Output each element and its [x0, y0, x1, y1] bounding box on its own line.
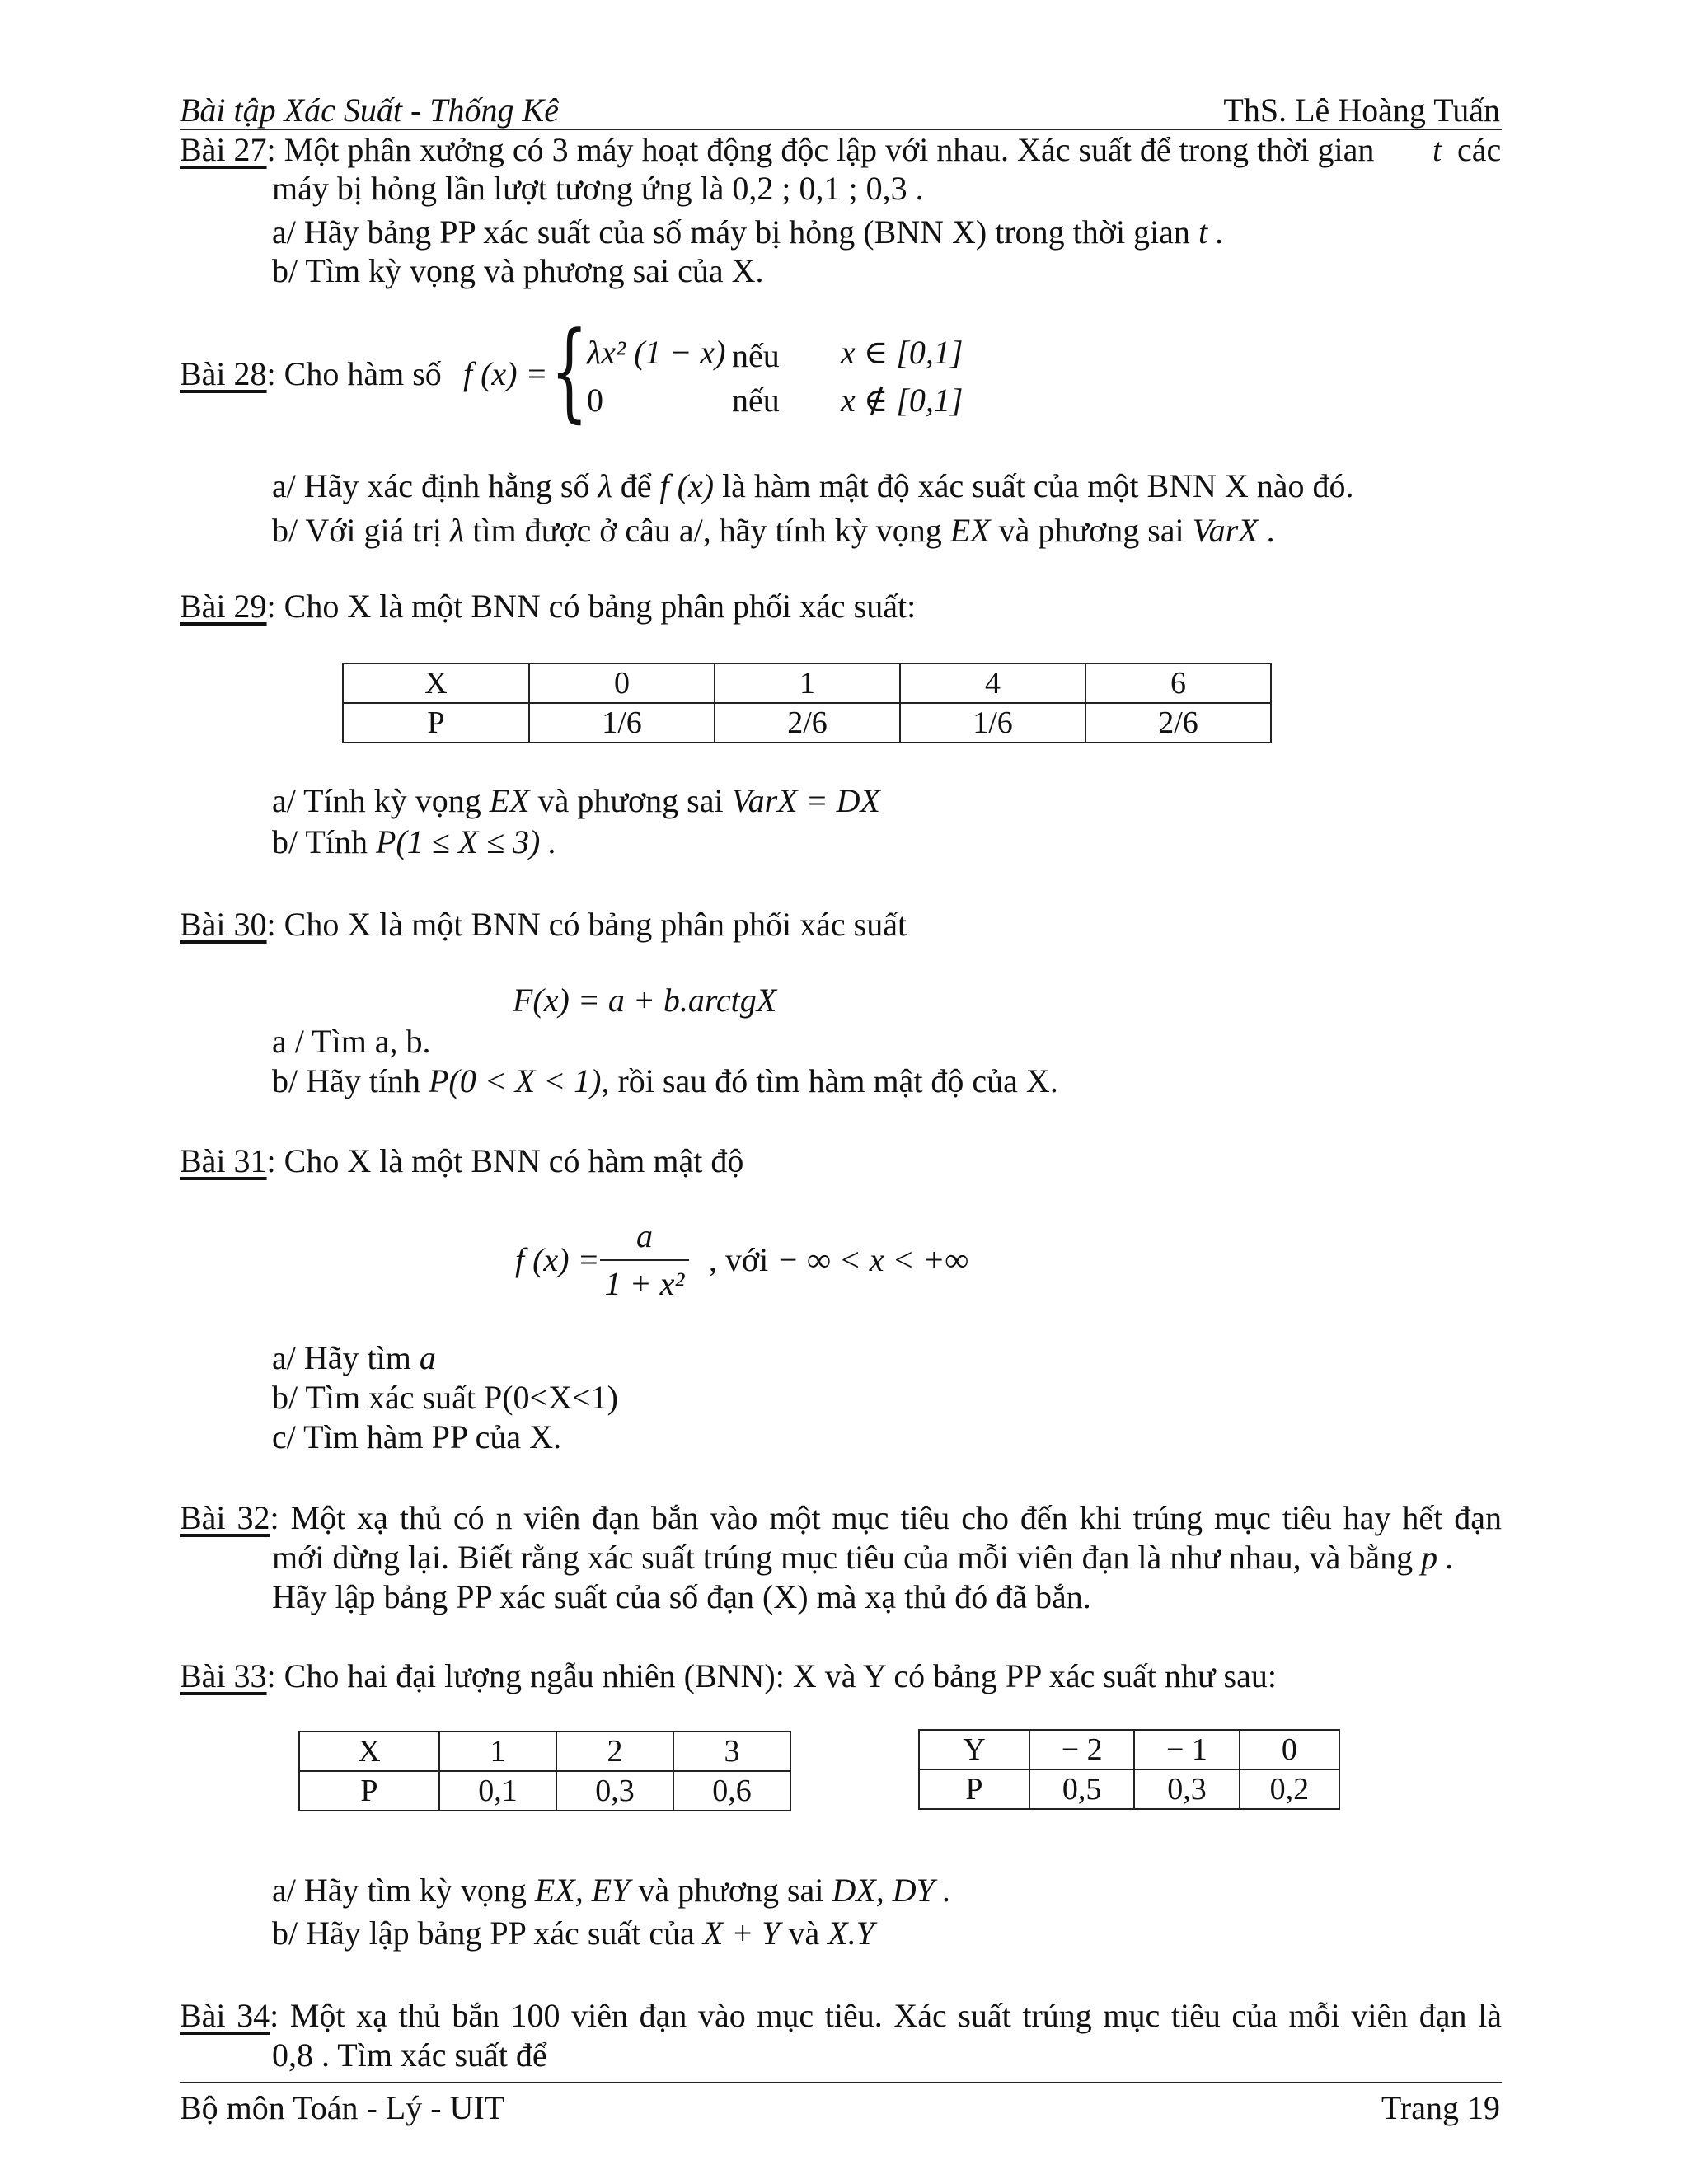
table-cell: 2/6	[715, 703, 900, 743]
table-cell: 0	[1240, 1730, 1339, 1769]
footer-department: Bộ môn Toán - Lý - UIT	[180, 2089, 505, 2126]
fraction-bar	[600, 1259, 689, 1261]
header-course-title: Bài tập Xác Suất - Thống Kê	[180, 91, 559, 129]
table-cell: 0,6	[673, 1771, 790, 1811]
case-2-condition: nếu	[732, 382, 780, 419]
exercise-28-label: Bài 28	[180, 355, 267, 392]
exercise-31-condition: , với − ∞ < x < +∞	[709, 1241, 969, 1278]
footer-page-number: Trang 19	[1381, 2089, 1500, 2126]
exercise-29-intro: Bài 29: Cho X là một BNN có bảng phân phối xác suất:	[180, 588, 917, 625]
exercise-34-label: Bài 34	[180, 1997, 270, 2034]
case-2-expression: 0	[587, 382, 603, 419]
case-1-expression: λx² (1 − x)	[587, 334, 726, 371]
exercise-27-part-b: b/ Tìm kỳ vọng và phương sai của X.	[272, 252, 764, 289]
exercise-32-line-3: Hãy lập bảng PP xác suất của số đạn (X) mà xạ thủ đó đã bắn.	[272, 1578, 1091, 1615]
exercise-28-intro: Bài 28: Cho hàm số	[180, 355, 442, 392]
table-y-header: Y	[919, 1730, 1029, 1769]
exercise-31-part-b: b/ Tìm xác suất P(0<X<1)	[272, 1379, 618, 1416]
exercise-34-line-2: 0,8 . Tìm xác suất để	[272, 2036, 547, 2074]
exercise-32-label: Bài 32	[180, 1499, 270, 1536]
exercise-27-label: Bài 27	[180, 131, 267, 168]
table-cell: 0,1	[439, 1771, 556, 1811]
exercise-33-part-b: b/ Hãy lập bảng PP xác suất của X + Y và X.Y	[272, 1915, 874, 1952]
exercise-27-part-a: a/ Hãy bảng PP xác suất của số máy bị hỏng (BNN X) trong thời gian t .	[272, 213, 1225, 251]
exercise-28-part-a: a/ Hãy xác định hằng số λ để f (x) là hàm mật độ xác suất của một BNN X nào đó.	[272, 467, 1354, 504]
table-29-header-x: X	[343, 663, 529, 703]
table-cell: 0,3	[1134, 1769, 1239, 1809]
table-cell: 6	[1085, 663, 1271, 703]
exercise-32-line-2: mới dừng lại. Biết rằng xác suất trúng mục tiêu của mỗi viên đạn là như nhau, và bằng p .	[272, 1539, 1455, 1576]
case-2-domain: x ∉ [0,1]	[841, 382, 964, 419]
exercise-32-line-1: Bài 32: Một xạ thủ có n viên đạn bắn vào một mục tiêu cho đến khi trúng mục tiêu hay hết đạn	[180, 1499, 1502, 1536]
table-cell: 2	[556, 1732, 673, 1771]
table-cell: 4	[900, 663, 1085, 703]
exercise-33-part-a: a/ Hãy tìm kỳ vọng EX, EY và phương sai DX, DY .	[272, 1872, 951, 1909]
fraction-numerator: a	[636, 1217, 653, 1254]
distribution-table-x	[298, 1731, 791, 1811]
exercise-31-intro: Bài 31: Cho X là một BNN có hàm mật độ	[180, 1142, 744, 1179]
exercise-33-label: Bài 33	[180, 1657, 267, 1694]
table-cell: 2/6	[1085, 703, 1271, 743]
exercise-33-intro: Bài 33: Cho hai đại lượng ngẫu nhiên (BNN): X và Y có bảng PP xác suất như sau:	[180, 1657, 1277, 1694]
table-cell: − 2	[1029, 1730, 1134, 1769]
exercise-31-part-c: c/ Tìm hàm PP của X.	[272, 1418, 562, 1455]
table-x-p-header: P	[299, 1771, 439, 1811]
table-cell: 3	[673, 1732, 790, 1771]
exercise-34-line-1: Bài 34: Một xạ thủ bắn 100 viên đạn vào mục tiêu. Xác suất trúng mục tiêu của mỗi viên đạn là	[180, 1997, 1503, 2034]
table-cell: 1/6	[900, 703, 1085, 743]
exercise-28-part-b: b/ Với giá trị λ tìm được ở câu a/, hãy tính kỳ vọng EX và phương sai VarX .	[272, 512, 1275, 549]
distribution-table-29	[342, 663, 1272, 743]
header-author: ThS. Lê Hoàng Tuấn	[1223, 91, 1500, 129]
exercise-28-fx: f (x) =	[463, 355, 548, 392]
exercise-29-part-b: b/ Tính P(1 ≤ X ≤ 3) .	[272, 823, 557, 860]
exercise-27-line-1	[180, 130, 1374, 170]
footer-rule	[180, 2082, 1502, 2083]
table-y-p-header: P	[919, 1769, 1029, 1809]
exercise-31-label: Bài 31	[180, 1142, 267, 1179]
table-cell: 0,5	[1029, 1769, 1134, 1809]
exercise-30-label: Bài 30	[180, 906, 267, 943]
exercise-27-t: t	[1432, 131, 1442, 168]
exercise-31-fx: f (x) =	[515, 1241, 600, 1278]
exercise-31-part-a: a/ Hãy tìm a	[272, 1339, 436, 1376]
exercise-30-formula: F(x) = a + b.arctgX	[513, 982, 777, 1019]
table-cell: 0,2	[1240, 1769, 1339, 1809]
distribution-table-y	[918, 1729, 1340, 1810]
table-cell: 1/6	[529, 703, 715, 743]
case-1-condition: nếu	[732, 337, 780, 374]
table-cell: 1	[715, 663, 900, 703]
exercise-30-intro: Bài 30: Cho X là một BNN có bảng phân phối xác suất	[180, 906, 907, 943]
exercise-30-part-a: a / Tìm a, b.	[272, 1023, 431, 1060]
table-cell: − 1	[1134, 1730, 1239, 1769]
table-cell: 0	[529, 663, 715, 703]
piecewise-brace: {	[551, 308, 588, 434]
fraction-denominator: 1 + x²	[604, 1265, 685, 1302]
exercise-27-text: : Một phân xưởng có 3 máy hoạt động độc lập với nhau. Xác suất để trong thời gian	[266, 131, 1375, 168]
exercise-29-part-a: a/ Tính kỳ vọng EX và phương sai VarX = DX	[272, 782, 880, 819]
table-29-header-p: P	[343, 703, 529, 743]
table-cell: 0,3	[556, 1771, 673, 1811]
table-x-header: X	[299, 1732, 439, 1771]
table-cell: 1	[439, 1732, 556, 1771]
exercise-27-cac: các	[1457, 131, 1502, 168]
case-1-domain: x ∈ [0,1]	[841, 334, 964, 371]
exercise-27-line-2: máy bị hỏng lần lượt tương ứng là 0,2 ; 0,1 ; 0,3 .	[272, 170, 924, 207]
exercise-30-part-b: b/ Hãy tính P(0 < X < 1), rồi sau đó tìm hàm mật độ của X.	[272, 1062, 1058, 1099]
exercise-29-label: Bài 29	[180, 588, 267, 625]
